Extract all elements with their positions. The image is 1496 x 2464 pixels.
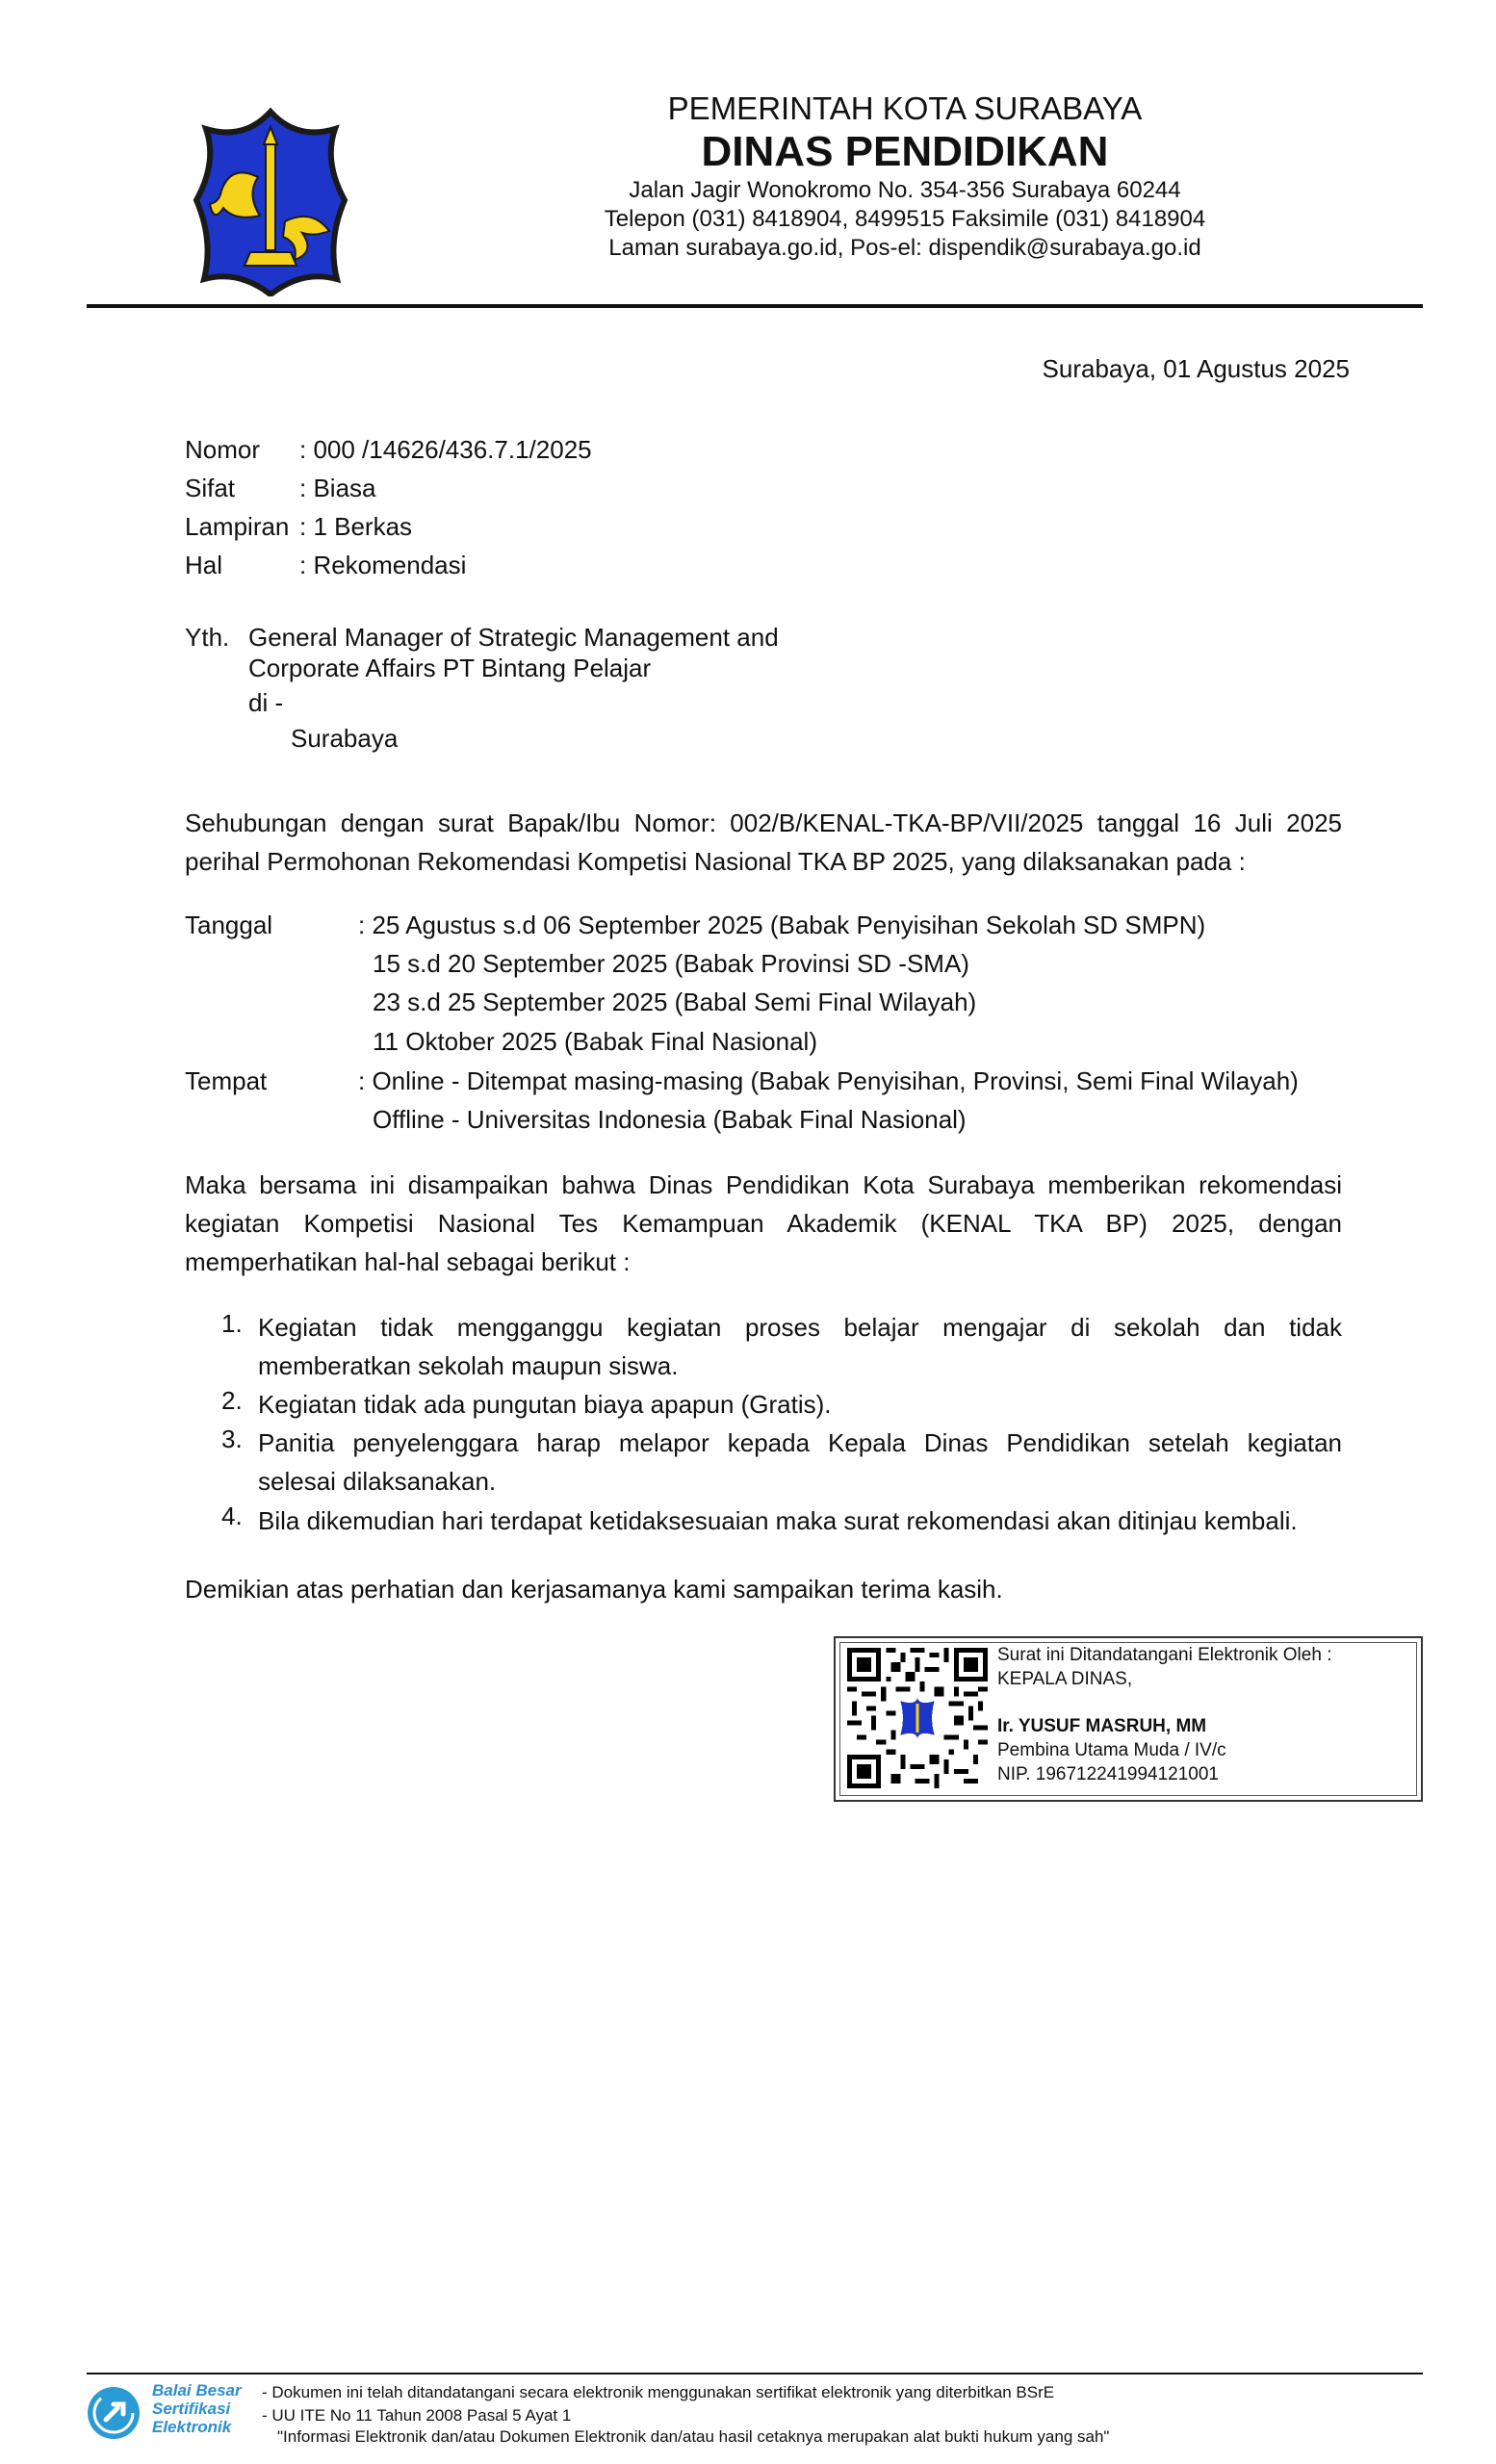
footer-note-2: - UU ITE No 11 Tahun 2008 Pasal 5 Ayat 1 — [262, 2406, 572, 2425]
bsre-logo-line: Balai Besar — [152, 2381, 242, 2400]
tempat-line-1: : Online - Ditempat masing-masing (Babak Penyisihan, Provinsi, Semi Final Wilayah) — [358, 1066, 1299, 1095]
footer-divider — [87, 2373, 1423, 2374]
letterhead-divider — [87, 304, 1423, 308]
condition-number: 2. — [221, 1386, 243, 1415]
footer-note-3: "Informasi Elektronik dan/atau Dokumen Elektronik dan/atau hasil cetaknya merupakan alat bukti hukum yang sah" — [277, 2427, 1110, 2446]
recipient-prefix: Yth. — [185, 623, 230, 652]
condition-text-cont: memberatkan sekolah maupun siswa. — [258, 1351, 679, 1380]
condition-number: 3. — [221, 1424, 243, 1453]
intro-line-2: perihal Permohonan Rekomendasi Kompetisi Nasional TKA BP 2025, yang dilaksanakan pada : — [185, 847, 1246, 876]
tempat-label: Tempat — [185, 1066, 268, 1095]
condition-number: 1. — [221, 1309, 243, 1338]
hal-label: Hal — [185, 551, 223, 579]
condition-text: Bila dikemudian hari terdapat ketidaksesuaian maka surat rekomendasi akan ditinjau kembali. — [258, 1506, 1298, 1535]
signature-position: KEPALA DINAS, — [997, 1669, 1133, 1689]
lampiran-label: Lampiran — [185, 512, 290, 541]
bsre-logo-icon — [85, 2383, 144, 2441]
body-line-3: memperhatikan hal-hal sebagai berikut : — [185, 1247, 631, 1276]
signer-rank: Pembina Utama Muda / IV/c — [997, 1740, 1226, 1760]
bsre-logo-line: Elektronik — [152, 2418, 232, 2436]
closing-sentence: Demikian atas perhatian dan kerjasamanya kami sampaikan terima kasih. — [185, 1575, 1003, 1604]
bsre-logo-text — [152, 2381, 242, 2436]
tanggal-line-4: 11 Oktober 2025 (Babak Final Nasional) — [373, 1027, 817, 1056]
letterhead-web: Laman surabaya.go.id, Pos-el: dispendik@surabaya.go.id — [608, 235, 1201, 261]
letterhead-phone: Telepon (031) 8418904, 8499515 Faksimile (031) 8418904 — [604, 206, 1206, 232]
condition-text: Kegiatan tidak ada pungutan biaya apapun (Gratis). — [258, 1390, 832, 1419]
signature-statement: Surat ini Ditandatangani Elektronik Oleh : — [997, 1645, 1332, 1665]
letter-date: Surabaya, 01 Agustus 2025 — [1042, 354, 1350, 383]
department-name: DINAS PENDIDIKAN — [701, 128, 1109, 175]
intro-line-1: Sehubungan dengan surat Bapak/Ibu Nomor: 002/B/KENAL-TKA-BP/VII/2025 tanggal 16 Juli 2025 — [185, 808, 1342, 837]
recipient-di: di - — [248, 688, 284, 717]
tanggal-line-3: 23 s.d 25 September 2025 (Babal Semi Final Wilayah) — [373, 988, 977, 1016]
letterhead-address: Jalan Jagir Wonokromo No. 354-356 Surabaya 60244 — [629, 177, 1181, 203]
recipient-line-1: General Manager of Strategic Management and — [248, 623, 779, 652]
nomor-label: Nomor — [185, 435, 261, 464]
tanggal-label: Tanggal — [185, 911, 273, 939]
condition-text: Kegiatan tidak mengganggu kegiatan proses belajar mengajar di sekolah dan tidak — [258, 1313, 1342, 1342]
footer-note-1: - Dokumen ini telah ditandatangani secara elektronik menggunakan sertifikat elektronik yang diterbitkan BSrE — [262, 2383, 1055, 2401]
qr-code-icon — [847, 1648, 988, 1788]
signer-nip: NIP. 196712241994121001 — [997, 1764, 1219, 1784]
nomor-value: : 000 /14626/436.7.1/2025 — [299, 435, 592, 464]
condition-text-cont: selesai dilaksanakan. — [258, 1467, 497, 1496]
signer-name: Ir. YUSUF MASRUH, MM — [997, 1716, 1207, 1736]
condition-text: Panitia penyelenggara harap melapor kepada Kepala Dinas Pendidikan setelah kegiatan — [258, 1428, 1342, 1457]
surabaya-coat-of-arms-icon — [189, 108, 352, 296]
bsre-logo-line: Sertifikasi — [152, 2400, 231, 2418]
hal-value: : Rekomendasi — [299, 551, 467, 579]
recipient-city: Surabaya — [291, 724, 399, 753]
body-line-2: kegiatan Kompetisi Nasional Tes Kemampuan Akademik (KENAL TKA BP) 2025, dengan — [185, 1209, 1342, 1238]
tanggal-line-1: : 25 Agustus s.d 06 September 2025 (Babak Penyisihan Sekolah SD SMPN) — [358, 911, 1206, 939]
tanggal-line-2: 15 s.d 20 September 2025 (Babak Provinsi SD -SMA) — [373, 949, 969, 978]
lampiran-value: : 1 Berkas — [299, 512, 413, 541]
condition-number: 4. — [221, 1502, 243, 1530]
tempat-line-2: Offline - Universitas Indonesia (Babak Final Nasional) — [373, 1105, 967, 1134]
government-name: PEMERINTAH KOTA SURABAYA — [667, 90, 1143, 126]
body-line-1: Maka bersama ini disampaikan bahwa Dinas Pendidikan Kota Surabaya memberikan rekomendasi — [185, 1170, 1342, 1199]
sifat-value: : Biasa — [299, 474, 376, 502]
recipient-line-2: Corporate Affairs PT Bintang Pelajar — [248, 654, 652, 682]
sifat-label: Sifat — [185, 474, 236, 502]
